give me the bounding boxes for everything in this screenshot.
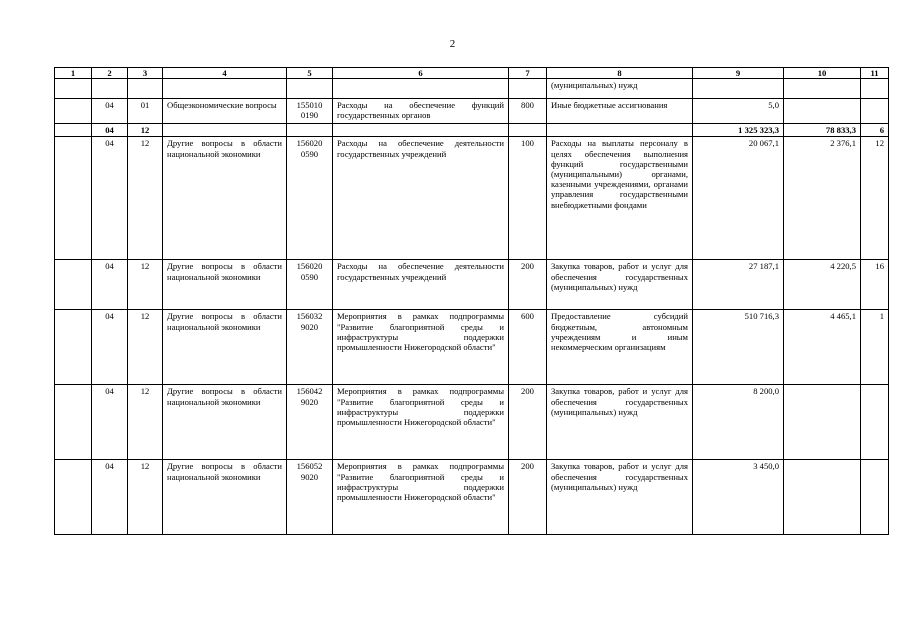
cell-expense-type-name — [547, 124, 693, 137]
cell-line-number — [55, 460, 92, 535]
cell-subsection-name — [163, 99, 287, 124]
cell-amount-extra — [861, 99, 889, 124]
cell-amount-secondary — [784, 385, 861, 460]
cell-line-number — [55, 260, 92, 310]
cell-amount-secondary — [784, 79, 861, 99]
target-article-code-text: 156052 9020 — [296, 461, 323, 482]
column-number-5: 5 — [287, 68, 333, 79]
cell-amount-total — [693, 260, 784, 310]
column-number-row — [55, 68, 889, 79]
cell-amount-secondary — [784, 310, 861, 385]
column-number-4: 4 — [163, 68, 287, 79]
cell-amount-secondary — [784, 260, 861, 310]
cell-section-code — [92, 137, 128, 260]
cell-subsection-code — [128, 79, 163, 99]
cell-line-number — [55, 385, 92, 460]
column-number-1: 1 — [55, 68, 92, 79]
cell-amount-secondary — [784, 124, 861, 137]
cell-amount-total — [693, 124, 784, 137]
cell-amount-total — [693, 460, 784, 535]
cell-expense-type-code — [509, 260, 547, 310]
amount-total-text: 27 187,1 — [748, 261, 779, 272]
cell-target-article-code — [287, 124, 333, 137]
column-number-3: 3 — [128, 68, 163, 79]
target-article-name-text: Мероприятия в рамках подпрограммы "Развитие благоприятной среды и инфраструктуры поддержки промышленности Нижегородской области" — [337, 311, 504, 353]
cell-expense-type-code — [509, 137, 547, 260]
cell-expense-type-code — [509, 99, 547, 124]
cell-expense-type-code — [509, 460, 547, 535]
cell-subsection-code — [128, 310, 163, 385]
cell-expense-type-code — [509, 124, 547, 137]
cell-subsection-name — [163, 385, 287, 460]
amount-total-text: 3 450,0 — [753, 461, 779, 472]
cell-line-number — [55, 79, 92, 99]
amount-secondary-text: 78 833,3 — [825, 125, 856, 136]
expense-type-code-text: 200 — [521, 261, 534, 272]
cell-expense-type-name — [547, 79, 693, 99]
expense-type-name-text: Иные бюджетные ассигнования — [551, 100, 668, 111]
cell-amount-extra — [861, 137, 889, 260]
cell-amount-total — [693, 99, 784, 124]
cell-subsection-name — [163, 260, 287, 310]
target-article-code-text: 155010 0190 — [296, 100, 323, 121]
cell-target-article-name — [333, 260, 509, 310]
cell-amount-secondary — [784, 460, 861, 535]
table-row — [55, 460, 889, 535]
cell-subsection-code — [128, 137, 163, 260]
cell-subsection-code — [128, 385, 163, 460]
section-code-text: 04 — [105, 138, 114, 149]
cell-target-article-name — [333, 79, 509, 99]
cell-expense-type-name — [547, 260, 693, 310]
cell-section-code — [92, 124, 128, 137]
cell-section-code — [92, 385, 128, 460]
table-row — [55, 385, 889, 460]
cell-target-article-code — [287, 99, 333, 124]
cell-target-article-name — [333, 137, 509, 260]
expense-type-name-text: Предоставление субсидий бюджетным, автономным учреждениям и иным некоммерческим организациям — [551, 311, 688, 353]
expense-type-code-text: 100 — [521, 138, 534, 149]
cell-expense-type-code — [509, 385, 547, 460]
cell-subsection-name — [163, 137, 287, 260]
cell-expense-type-name — [547, 99, 693, 124]
cell-amount-total — [693, 79, 784, 99]
cell-line-number — [55, 124, 92, 137]
amount-secondary-text: 2 376,1 — [830, 138, 856, 149]
cell-amount-secondary — [784, 137, 861, 260]
target-article-name-text: Расходы на обеспечение функций государственных органов — [337, 100, 504, 121]
section-code-text: 04 — [105, 125, 114, 136]
expense-type-name-text: Закупка товаров, работ и услуг для обеспечения государственных (муниципальных) нужд — [551, 386, 688, 417]
table-row — [55, 79, 889, 99]
expense-type-code-text: 800 — [521, 100, 534, 111]
cell-target-article-name — [333, 124, 509, 137]
amount-secondary-text: 4 220,5 — [830, 261, 856, 272]
cell-target-article-code — [287, 385, 333, 460]
cell-section-code — [92, 79, 128, 99]
cell-section-code — [92, 310, 128, 385]
section-code-text: 04 — [105, 386, 114, 397]
amount-total-text: 510 716,3 — [744, 311, 779, 322]
target-article-name-text: Расходы на обеспечение деятельности государственных учреждений — [337, 138, 504, 159]
column-number-9: 9 — [693, 68, 784, 79]
table-row — [55, 260, 889, 310]
table-row — [55, 99, 889, 124]
table-row — [55, 137, 889, 260]
cell-target-article-name — [333, 385, 509, 460]
column-number-10: 10 — [784, 68, 861, 79]
budget-table — [54, 67, 889, 535]
cell-expense-type-name — [547, 137, 693, 260]
cell-subsection-code — [128, 260, 163, 310]
cell-subsection-code — [128, 99, 163, 124]
column-number-8: 8 — [547, 68, 693, 79]
expense-type-code-text: 200 — [521, 386, 534, 397]
column-number-6: 6 — [333, 68, 509, 79]
amount-total-text: 1 325 323,3 — [738, 125, 779, 136]
subsection-code-text: 12 — [140, 461, 150, 472]
target-article-code-text: 156020 0590 — [296, 261, 323, 282]
target-article-name-text: Расходы на обеспечение деятельности государственных учреждений — [337, 261, 504, 282]
amount-total-text: 8 200,0 — [753, 386, 779, 397]
cell-target-article-code — [287, 460, 333, 535]
expense-type-name-text: Расходы на выплаты персоналу в целях обеспечения выполнения функций государственными (муниципальными) органами, казенными учреждениями, органами управления государственными внебюджетными фондами — [551, 138, 688, 210]
cell-amount-secondary — [784, 99, 861, 124]
cell-line-number — [55, 99, 92, 124]
expense-type-name-text: Закупка товаров, работ и услуг для обеспечения государственных (муниципальных) нужд — [551, 461, 688, 492]
cell-target-article-name — [333, 99, 509, 124]
cell-amount-extra — [861, 460, 889, 535]
subsection-code-text: 12 — [140, 138, 150, 149]
cell-amount-total — [693, 310, 784, 385]
cell-line-number — [55, 137, 92, 260]
cell-expense-type-name — [547, 460, 693, 535]
cell-target-article-code — [287, 79, 333, 99]
cell-target-article-code — [287, 260, 333, 310]
cell-target-article-code — [287, 310, 333, 385]
cell-expense-type-code — [509, 310, 547, 385]
subsection-code-text: 12 — [140, 261, 150, 272]
target-article-name-text: Мероприятия в рамках подпрограммы "Развитие благоприятной среды и инфраструктуры поддержки промышленности Нижегородской области" — [337, 461, 504, 503]
amount-extra-text: 6 — [879, 125, 884, 136]
cell-subsection-code — [128, 124, 163, 137]
cell-subsection-code — [128, 460, 163, 535]
expense-type-name-text: (муниципальных) нужд — [551, 80, 638, 91]
cell-section-code — [92, 99, 128, 124]
subsection-code-text: 12 — [140, 311, 150, 322]
expense-type-code-text: 600 — [521, 311, 534, 322]
cell-target-article-code — [287, 137, 333, 260]
cell-section-code — [92, 260, 128, 310]
section-code-text: 04 — [105, 100, 114, 111]
subsection-name-text: Другие вопросы в области национальной экономики — [167, 311, 282, 332]
cell-line-number — [55, 310, 92, 385]
cell-amount-total — [693, 137, 784, 260]
subsection-name-text: Другие вопросы в области национальной экономики — [167, 261, 282, 282]
cell-target-article-name — [333, 460, 509, 535]
amount-total-text: 5,0 — [768, 100, 779, 111]
page-number: 2 — [449, 38, 456, 50]
amount-extra-text: 1 — [879, 311, 884, 322]
subsection-code-text: 12 — [140, 386, 150, 397]
cell-expense-type-name — [547, 310, 693, 385]
target-article-code-text: 156032 9020 — [296, 311, 323, 332]
target-article-code-text: 156020 0590 — [296, 138, 323, 159]
expense-type-name-text: Закупка товаров, работ и услуг для обеспечения государственных (муниципальных) нужд — [551, 261, 688, 292]
column-number-2: 2 — [92, 68, 128, 79]
cell-amount-total — [693, 385, 784, 460]
cell-amount-extra — [861, 124, 889, 137]
amount-extra-text: 16 — [875, 261, 884, 272]
cell-subsection-name — [163, 79, 287, 99]
cell-target-article-name — [333, 310, 509, 385]
amount-extra-text: 12 — [875, 138, 884, 149]
subsection-name-text: Другие вопросы в области национальной экономики — [167, 138, 282, 159]
cell-subsection-name — [163, 460, 287, 535]
amount-secondary-text: 4 465,1 — [830, 311, 856, 322]
target-article-name-text: Мероприятия в рамках подпрограммы "Развитие благоприятной среды и инфраструктуры поддержки промышленности Нижегородской области" — [337, 386, 504, 428]
subsection-name-text: Другие вопросы в области национальной экономики — [167, 461, 282, 482]
cell-subsection-name — [163, 124, 287, 137]
section-code-text: 04 — [105, 261, 114, 272]
subsection-name-text: Другие вопросы в области национальной экономики — [167, 386, 282, 407]
amount-total-text: 20 067,1 — [748, 138, 779, 149]
section-code-text: 04 — [105, 461, 114, 472]
target-article-code-text: 156042 9020 — [296, 386, 323, 407]
table-total-row — [55, 124, 889, 137]
cell-amount-extra — [861, 310, 889, 385]
column-number-7: 7 — [509, 68, 547, 79]
subsection-code-text: 12 — [140, 125, 150, 136]
cell-expense-type-name — [547, 385, 693, 460]
cell-amount-extra — [861, 79, 889, 99]
cell-subsection-name — [163, 310, 287, 385]
section-code-text: 04 — [105, 311, 114, 322]
cell-section-code — [92, 460, 128, 535]
subsection-code-text: 01 — [140, 100, 150, 111]
subsection-name-text: Общеэкономические вопросы — [167, 100, 277, 111]
cell-amount-extra — [861, 260, 889, 310]
cell-amount-extra — [861, 385, 889, 460]
expense-type-code-text: 200 — [521, 461, 534, 472]
table-row — [55, 310, 889, 385]
column-number-11: 11 — [861, 68, 889, 79]
cell-expense-type-code — [509, 79, 547, 99]
